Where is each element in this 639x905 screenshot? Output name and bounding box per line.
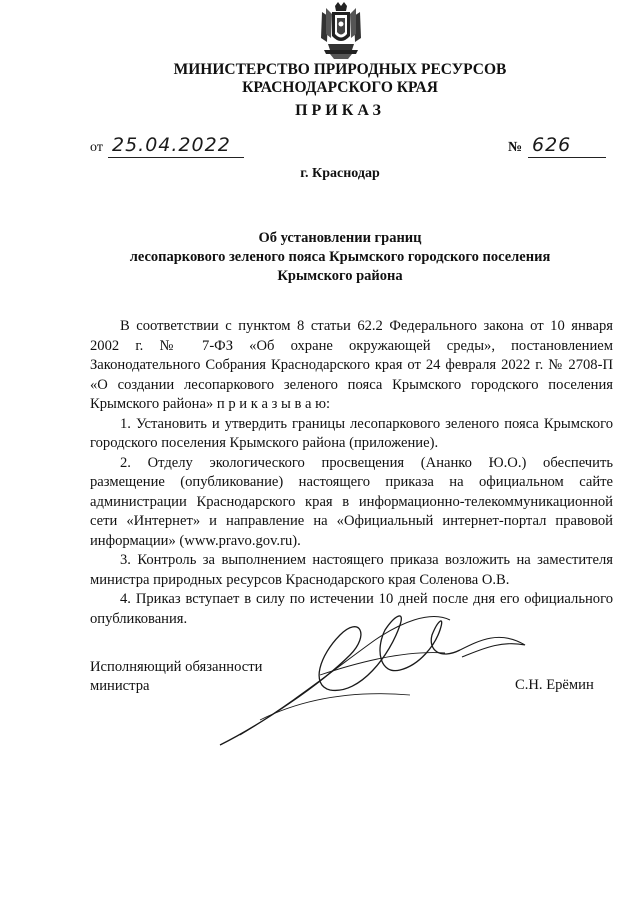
signatory-title-line2: министра — [90, 678, 150, 694]
preamble-paragraph: В соответствии с пунктом 8 статьи 62.2 Федерального закона от 10 января 2002 г. № 7-ФЗ «Об охране окружающей среды», постановлением Законодательного Собрания Краснодарского края от 24 февраля 2022 г. № 2708-П «О создании лесопаркового зеленого пояса Крымского городского поселения Крымского района» п р и к а з ы в а ю: — [90, 318, 613, 412]
subject-line2: лесопаркового зеленого пояса Крымского городского поселения — [129, 249, 551, 265]
signatory-name: С.Н. Ерёмин — [515, 677, 594, 693]
ministry-name-line2: КРАСНОДАРСКОГО КРАЯ — [242, 79, 438, 96]
date-underline — [108, 157, 244, 158]
number-underline — [528, 157, 606, 158]
ministry-name-line1: МИНИСТЕРСТВО ПРИРОДНЫХ РЕСУРСОВ — [173, 61, 507, 78]
date-handwritten: 25.04.2022 — [112, 134, 231, 156]
krasnodar-coat-of-arms-icon — [318, 2, 364, 60]
document-type: ПРИКАЗ — [295, 102, 385, 119]
subject-line3: Крымского района — [277, 268, 403, 284]
number-field — [508, 134, 572, 156]
date-prefix: от — [90, 140, 103, 155]
number-prefix: № — [508, 140, 523, 155]
handwritten-signature-icon — [200, 595, 530, 755]
number-handwritten: 626 — [532, 134, 572, 156]
item-1-paragraph: 1. Установить и утвердить границы лесопаркового зеленого пояса Крымского городского поселения Крымского района (приложение). — [90, 415, 613, 451]
date-field — [90, 134, 231, 156]
document-body — [90, 317, 613, 629]
item-4-paragraph: 4. Приказ вступает в силу по истечении 10 дней после дня его официального опубликования. — [90, 591, 613, 627]
item-3-paragraph: 3. Контроль за выполнением настоящего приказа возложить на заместителя министра природных ресурсов Краснодарского края Соленова О.В. — [90, 552, 613, 588]
subject-line1: Об установлении границ — [258, 230, 422, 246]
item-2-paragraph: 2. Отделу экологического просвещения (Ананко Ю.О.) обеспечить размещение (опубликование) настоящего приказа на официальном сайте администрации Краснодарского края в информационно-телекоммуникационной сети «Интернет» и направление на «Официальный интернет-портал правовой информации» (www.pravo.gov.ru). — [90, 454, 613, 549]
city-line: г. Краснодар — [300, 166, 380, 181]
signatory-title-line1: Исполняющий обязанности — [90, 659, 263, 675]
